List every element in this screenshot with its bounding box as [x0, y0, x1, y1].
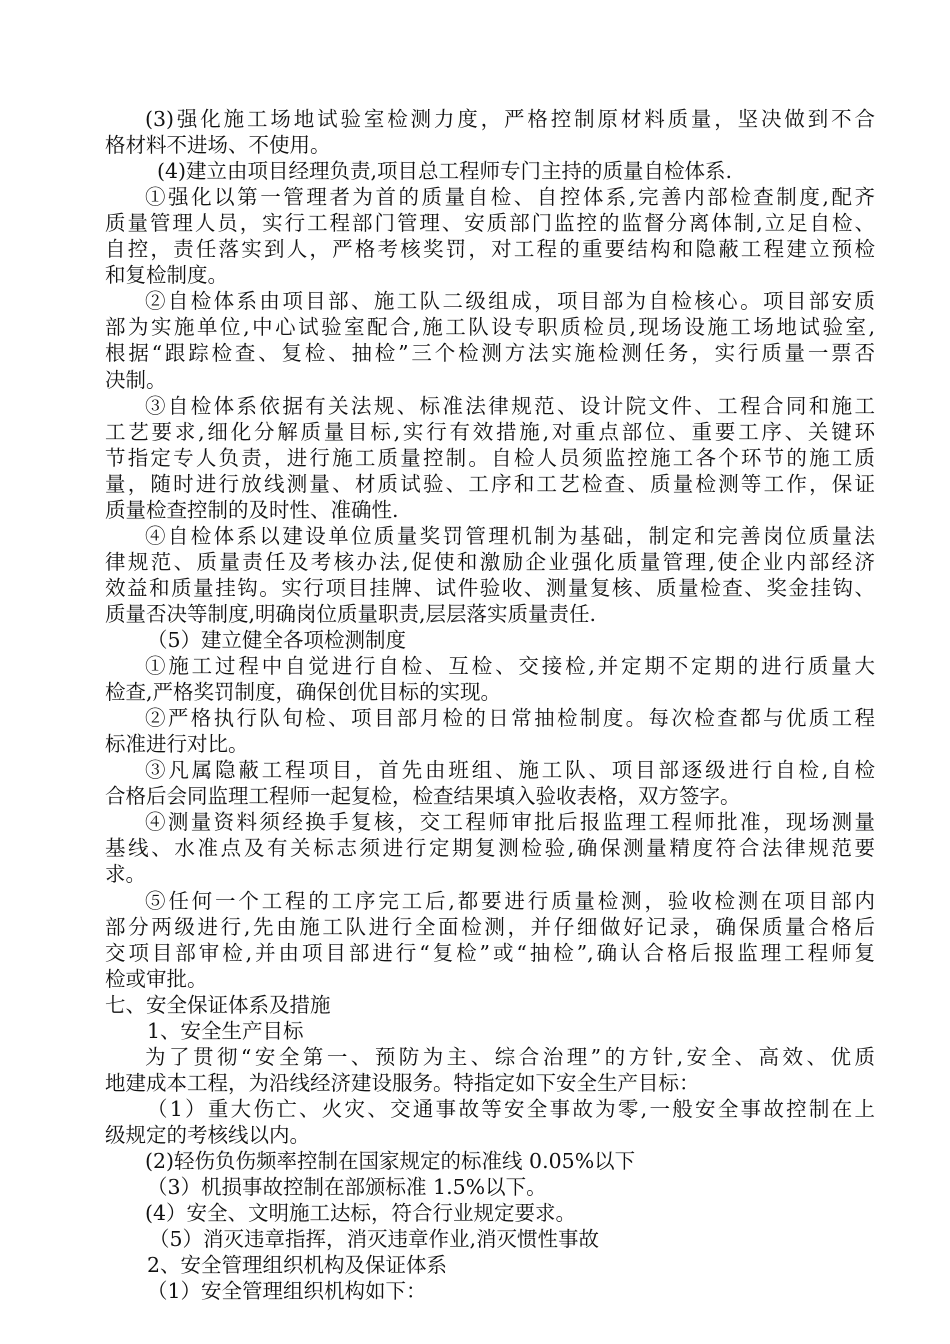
text-line: ②自检体系由项目部、施工队二级组成，项目部为自检核心。项目部安质 — [145, 289, 875, 313]
text-line: 部为实施单位,中心试验室配合,施工队设专职质检员,现场设施工场地试验室, — [105, 315, 875, 339]
text-line: 检查,严格奖罚制度，确保创优目标的实现。 — [105, 680, 502, 704]
text-line: ④自检体系以建设单位质量奖罚管理机制为基础，制定和完善岗位质量法 — [145, 524, 875, 548]
text-line: 检或审批。 — [105, 967, 208, 991]
text-line: 自控，责任落实到人，严格考核奖罚，对工程的重要结构和隐蔽工程建立预检 — [105, 237, 875, 261]
text-line: 量，随时进行放线测量、材质试验、工序和工艺检查、质量检测等工作，保证 — [105, 472, 875, 496]
text-line: （5）消灭违章指挥，消灭违章作业,消灭惯性事故 — [149, 1227, 600, 1251]
text-line: ③凡属隐蔽工程项目，首先由班组、施工队、项目部逐级进行自检,自检 — [145, 758, 875, 782]
text-line: （1）安全管理组织机构如下： — [147, 1279, 427, 1303]
text-line: 求。 — [105, 862, 146, 886]
text-line: 律规范、质量责任及考核办法,促使和激励企业强化质量管理,使企业内部经济 — [105, 550, 875, 574]
text-line: 基线、水准点及有关标志须进行定期复测检验,确保测量精度符合法律规范要 — [105, 836, 875, 860]
text-line: ①施工过程中自觉进行自检、互检、交接检,并定期不定期的进行质量大 — [145, 654, 875, 678]
text-line: 和复检制度。 — [105, 263, 228, 287]
text-line: （3）机损事故控制在部颁标准 1.5%以下。 — [147, 1175, 547, 1199]
text-line: ⑤任何一个工程的工序完工后,都要进行质量检测，验收检测在项目部内 — [145, 889, 875, 913]
text-line: 质量管理人员，实行工程部门管理、安质部门监控的监督分离体制,立足自检、 — [105, 211, 875, 235]
text-line: 七、安全保证体系及措施 — [105, 993, 331, 1017]
text-line: (4）安全、文明施工达标，符合行业规定要求。 — [145, 1201, 577, 1225]
text-line: 效益和质量挂钩。实行项目挂牌、试件验收、测量复核、质量检查、奖金挂钩、 — [105, 576, 875, 600]
text-line: 节指定专人负责，进行施工质量控制。自检人员须监控施工各个环节的施工质 — [105, 446, 875, 470]
text-line: 部分两级进行,先由施工队进行全面检测，并仔细做好记录，确保质量合格后 — [105, 915, 875, 939]
text-line: ④测量资料须经换手复核，交工程师审批后报监理工程师批准，现场测量 — [145, 810, 875, 834]
text-line: 标准进行对比。 — [105, 732, 249, 756]
text-line: 地建成本工程，为沿线经济建设服务。特指定如下安全生产目标： — [105, 1071, 700, 1095]
text-line: (4)建立由项目经理负责,项目总工程师专门主持的质量自检体系. — [157, 159, 733, 183]
text-line: 质量否决等制度,明确岗位质量职责,层层落实质量责任. — [105, 602, 597, 626]
text-line: 合格后会同监理工程师一起复检，检查结果填入验收表格，双方签字。 — [105, 784, 741, 808]
text-line: （5）建立健全各项检测制度 — [147, 628, 407, 652]
text-line: 2、安全管理组织机构及保证体系 — [147, 1253, 448, 1277]
text-line: (3)强化施工场地试验室检测力度，严格控制原材料质量，坚决做到不合 — [145, 107, 875, 131]
text-line: ①强化以第一管理者为首的质量自检、自控体系,完善内部检查制度,配齐 — [145, 185, 875, 209]
text-line: ③自检体系依据有关法规、标准法律规范、设计院文件、工程合同和施工 — [145, 394, 875, 418]
text-line: 工艺要求,细化分解质量目标,实行有效措施,对重点部位、重要工序、关键环 — [105, 420, 875, 444]
text-line: (2)轻伤负伤频率控制在国家规定的标准线 0.05%以下 — [145, 1149, 636, 1173]
text-line: 格材料不进场、不使用。 — [105, 133, 331, 157]
text-line: 级规定的考核线以内。 — [105, 1123, 310, 1147]
text-line: 决制。 — [105, 368, 167, 392]
text-line: 质量检查控制的及时性、准确性. — [105, 498, 399, 522]
text-line: 1、安全生产目标 — [147, 1019, 304, 1043]
text-line: 根据“跟踪检查、复检、抽检”三个检测方法实施检测任务，实行质量一票否 — [105, 341, 875, 365]
text-line: （1）重大伤亡、火灾、交通事故等安全事故为零,一般安全事故控制在上 — [147, 1097, 875, 1121]
text-line: ②严格执行队旬检、项目部月检的日常抽检制度。每次检查都与优质工程 — [145, 706, 875, 730]
text-line: 交项目部审检,并由项目部进行“复检”或“抽检”,确认合格后报监理工程师复 — [105, 941, 875, 965]
text-line: 为了贯彻“安全第一、预防为主、综合治理”的方针,安全、高效、优质 — [145, 1045, 875, 1069]
